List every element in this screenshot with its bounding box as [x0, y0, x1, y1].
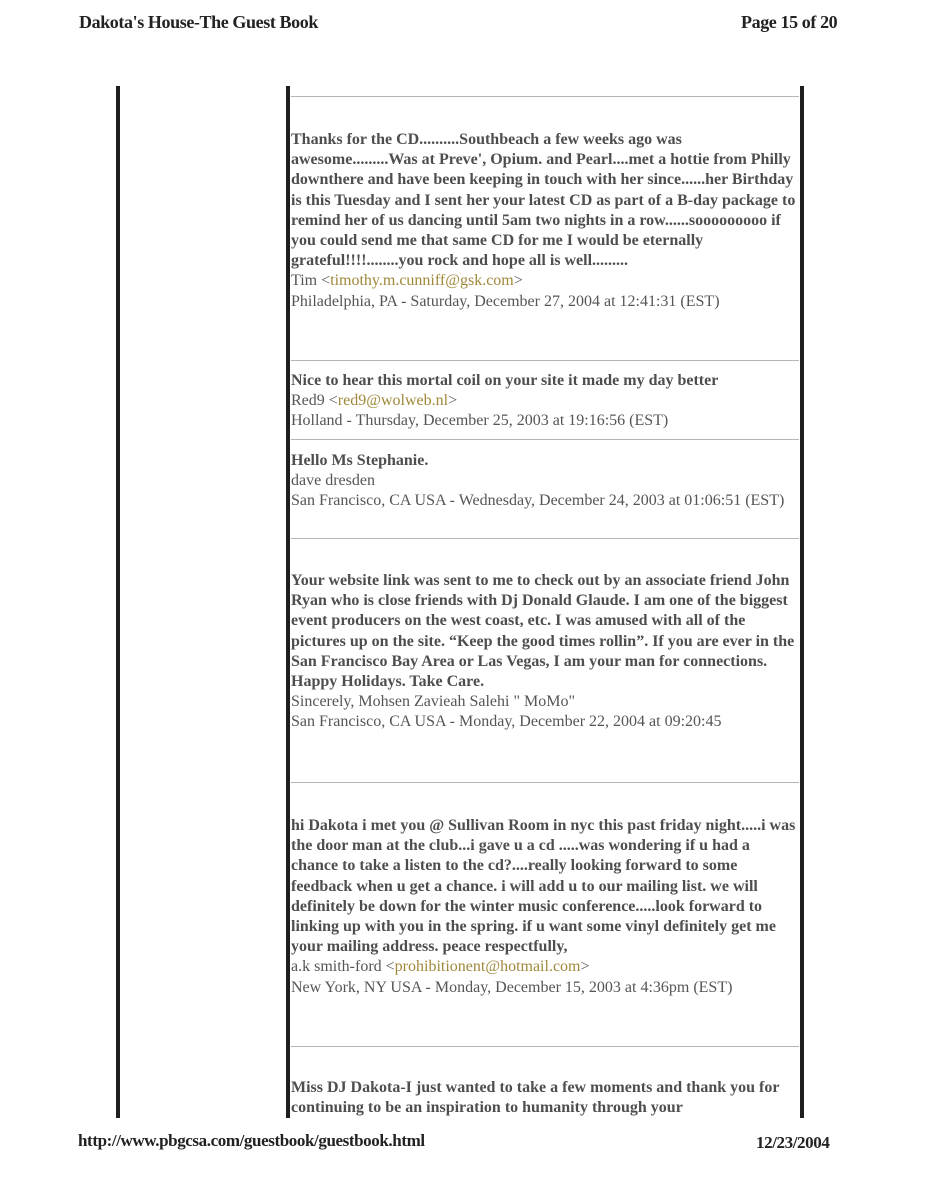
content-right-border-line [800, 86, 804, 1118]
entry-message: Nice to hear this mortal coil on your site it made my day better [291, 372, 719, 389]
guestbook-entry [291, 371, 799, 432]
guestbook-entry [291, 451, 799, 512]
entry-separator [291, 538, 799, 539]
entry-message: Thanks for the CD..........Southbeach a few weeks ago was awesome.........Was at Preve', Opium. and Pearl....met a hottie from Philly downthere and have been keeping in touch with her since......her Birthday is this Tuesday and I sent her your latest CD as part of a B-day package to remind her of us dancing until 5am two nights in a row......sooooooooo if you could send me that same CD for me I would be eternally grateful!!!!........you rock and hope all is well......... [291, 131, 796, 270]
entry-message: Your website link was sent to me to check out by an associate friend John Ryan who is close friends with Dj Donald Glaude. I am one of the biggest event producers on the west coast, etc. I was amused with all of the pictures up on the site. “Keep the good times rollin”. If you are ever in the San Francisco Bay Area or Las Vegas, I am your man for connections. Happy Holidays. Take Care. [291, 572, 795, 691]
author-email-link[interactable]: red9@wolweb.nl [337, 392, 449, 410]
entry-separator [291, 439, 799, 440]
page-number: Page 15 of 20 [741, 12, 838, 32]
entry-author: Sincerely, Mohsen Zavieah Salehi " MoMo" [291, 693, 575, 711]
author-email-link[interactable]: prohibitionent@hotmail.com [394, 958, 581, 976]
page-url: http://www.pbgcsa.com/guestbook/guestbook.html [78, 1131, 425, 1150]
entry-message: Miss DJ Dakota-I just wanted to take a few moments and thank you for continuing to be an inspiration to humanity through your [291, 1079, 780, 1117]
entry-location-date: San Francisco, CA USA - Monday, December 22, 2004 at 09:20:45 [291, 713, 722, 731]
entry-separator [291, 96, 799, 97]
document-title: Dakota's House-The Guest Book [79, 12, 318, 32]
guestbook-entry [291, 816, 799, 998]
entry-location-date: Philadelphia, PA - Saturday, December 27, 2004 at 12:41:31 (EST) [291, 292, 720, 310]
entry-location-date: New York, NY USA - Monday, December 15, 2003 at 4:36pm (EST) [291, 978, 733, 996]
entry-separator [291, 360, 799, 361]
entry-location-date: Holland - Thursday, December 25, 2003 at 19:16:56 (EST) [291, 412, 669, 430]
entry-message: Hello Ms Stephanie. [291, 452, 429, 469]
entry-location-date: San Francisco, CA USA - Wednesday, December 24, 2003 at 01:06:51 (EST) [291, 492, 785, 510]
entry-author: Red9 <red9@wolweb.nl> [291, 392, 458, 410]
guestbook-entry [291, 571, 799, 733]
entry-separator [291, 1046, 799, 1047]
entry-separator [291, 782, 799, 783]
left-border-line [116, 86, 120, 1118]
guestbook-entry [291, 1078, 799, 1118]
entry-author: dave dresden [291, 472, 375, 490]
author-email-link[interactable]: timothy.m.cunniff@gsk.com [330, 272, 514, 290]
entry-message: hi Dakota i met you @ Sullivan Room in nyc this past friday night.....i was the door man at the club...i gave u a cd .....was wondering if u had a chance to take a listen to the cd?....really looking forward to some feedback when u get a chance. i will add u to our mailing list. we will definitely be down for the winter music conference.....look forward to linking up with you in the spring. if u want some vinyl definitely get me your mailing address. peace respectfully, [291, 817, 796, 956]
content-left-border-line [286, 86, 290, 1118]
print-date: 12/23/2004 [756, 1133, 830, 1152]
guestbook-entry [291, 130, 799, 312]
guestbook-entries [291, 86, 799, 1118]
entry-author: a.k smith-ford <prohibitionent@hotmail.com> [291, 958, 590, 976]
entry-author: Tim <timothy.m.cunniff@gsk.com> [291, 272, 523, 290]
